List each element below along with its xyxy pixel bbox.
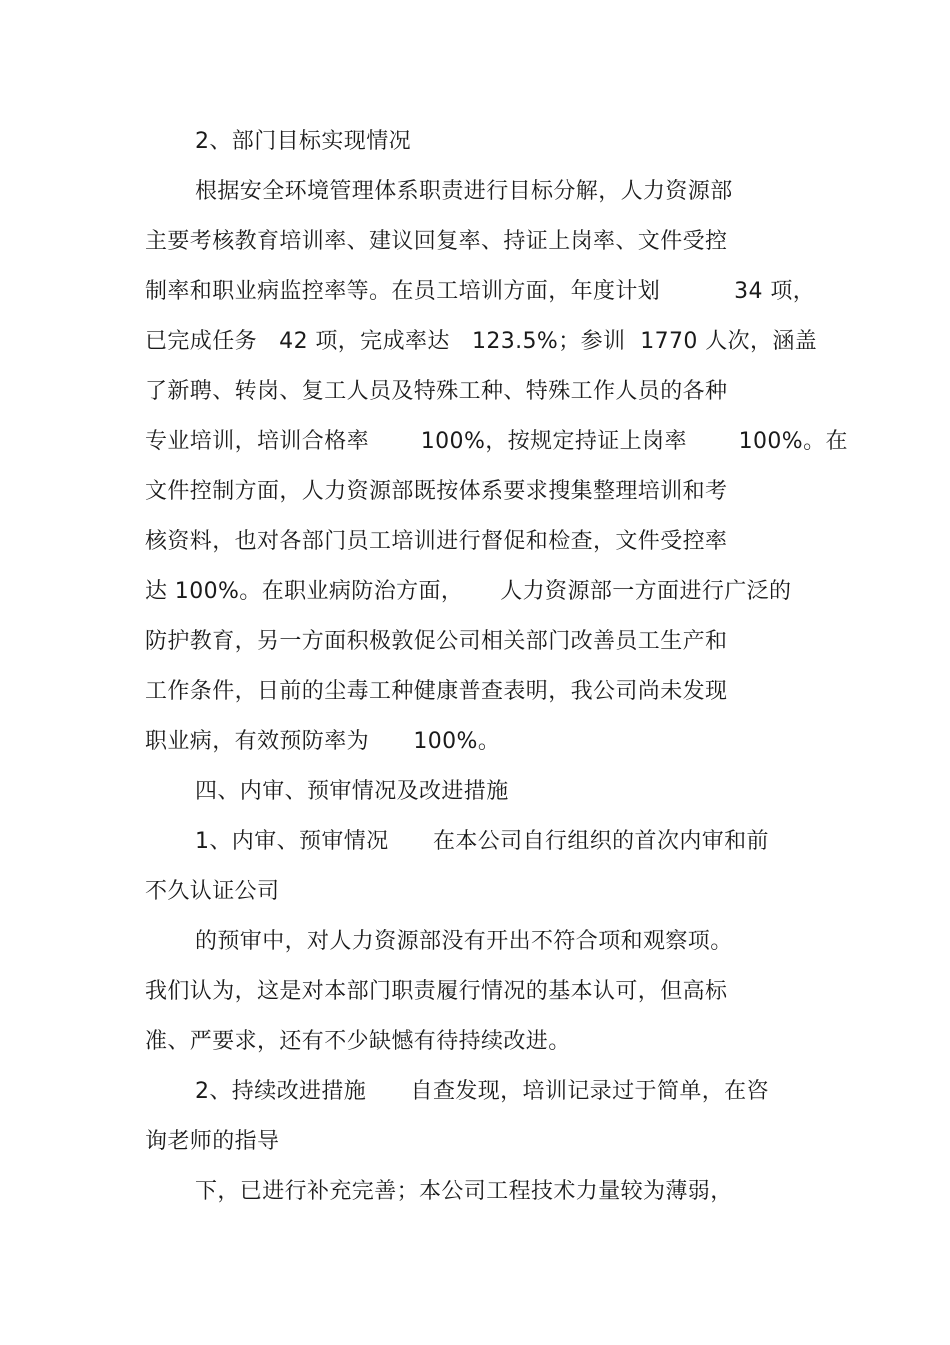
paragraph-line: 下，已进行补充完善；本公司工程技术力量较为薄弱，	[195, 1179, 733, 1204]
paragraph-line: 根据安全环境管理体系职责进行目标分解，人力资源部	[195, 179, 733, 204]
paragraph-line: 达 100%。在职业病防治方面， 人力资源部一方面进行广泛的	[145, 579, 792, 604]
paragraph-line: 工作条件，日前的尘毒工种健康普查表明，我公司尚未发现	[145, 679, 728, 704]
section-heading-department-goals: 2、部门目标实现情况	[195, 129, 411, 154]
paragraph-line: 防护教育，另一方面积极敦促公司相关部门改善员工生产和	[145, 629, 728, 654]
subsection-heading-audit-status: 1、内审、预审情况 在本公司自行组织的首次内审和前	[195, 829, 769, 854]
paragraph-line: 文件控制方面，人力资源部既按体系要求搜集整理培训和考	[145, 479, 728, 504]
paragraph-line: 专业培训，培训合格率 100%，按规定持证上岗率 100%。在	[145, 429, 848, 454]
paragraph-line: 准、严要求，还有不少缺憾有待持续改进。	[145, 1029, 571, 1054]
paragraph-line: 不久认证公司	[145, 879, 280, 904]
paragraph-line: 制率和职业病监控率等。在员工培训方面，年度计划 34 项，	[145, 279, 816, 304]
paragraph-line: 询老师的指导	[145, 1129, 280, 1154]
section-heading-audit: 四、内审、预审情况及改进措施	[195, 779, 509, 804]
paragraph-line: 已完成任务 42 项，完成率达 123.5%；参训 1770 人次，涵盖	[145, 329, 818, 354]
paragraph-line: 我们认为，这是对本部门职责履行情况的基本认可，但高标	[145, 979, 728, 1004]
paragraph-line: 职业病，有效预防率为 100%。	[145, 729, 501, 754]
paragraph-line: 核资料，也对各部门员工培训进行督促和检查，文件受控率	[145, 529, 728, 554]
paragraph-line: 主要考核教育培训率、建议回复率、持证上岗率、文件受控	[145, 229, 728, 254]
subsection-heading-improvement: 2、持续改进措施 自查发现，培训记录过于简单，在咨	[195, 1079, 769, 1104]
paragraph-line: 的预审中，对人力资源部没有开出不符合项和观察项。	[195, 929, 733, 954]
paragraph-line: 了新聘、转岗、复工人员及特殊工种、特殊工作人员的各种	[145, 379, 728, 404]
